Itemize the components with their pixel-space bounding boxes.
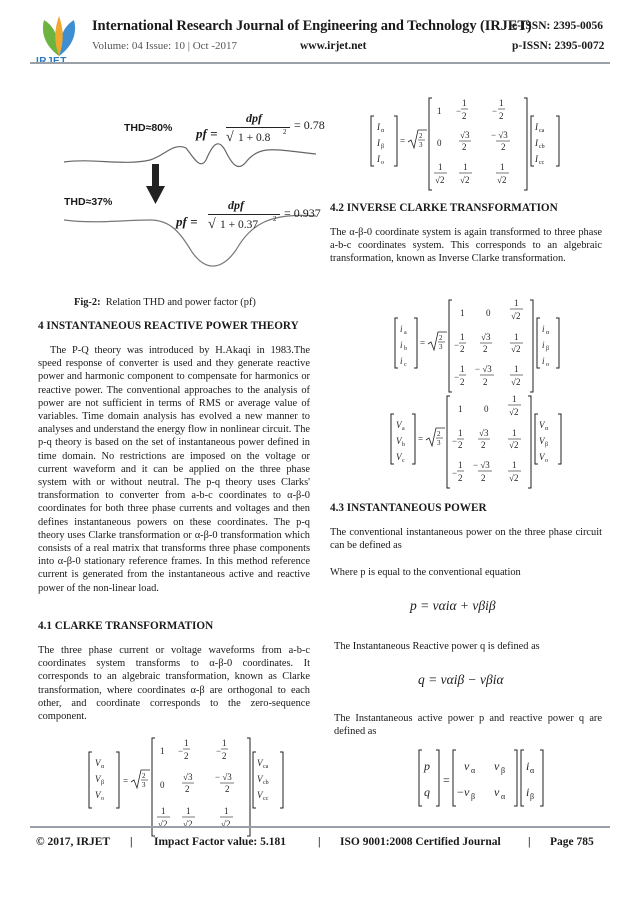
svg-text:=: =	[418, 434, 424, 444]
header-rule	[30, 62, 610, 64]
p-issn: p-ISSN: 2395-0072	[512, 40, 605, 52]
svg-text:1: 1	[514, 332, 519, 342]
svg-text:=: =	[123, 776, 129, 786]
pf-eq2-num: dpf	[228, 198, 244, 212]
svg-text:β: β	[545, 442, 549, 448]
svg-text:2: 2	[437, 430, 441, 438]
svg-text:√3: √3	[183, 772, 193, 782]
svg-text:0: 0	[437, 138, 442, 148]
paragraph-section-4: The P-Q theory was introduced by H.Akaqi in 1983.The speed response of converter is used and they generate reactive power and harmonic component to compensate for harmonics or reactive power. The conventional approaches to the analysis of power are not sufficient in terms of RMS or average value of variables. Time domain analysis has evolved a new manner to analyses and understand the energy flow in nonlinear circuit. The p-q theory is based on the set of instantaneous power defined in time domain. No restrictions are imposed on the voltage or current waveform and it can be applied on the three phase system with or without neutral. The p-q theory uses Clarks' transformation to converter from a-b-c coordinates to α-β-0 coordinates for both three phase currents and voltages and then defines instantaneous powers on these coordinates. The p-q theory uses Clarke transformation or α-β-0 transformation which consists of a real matrix that transforms three phase components into α-β-0 stationary reference frames. In this method reference current is generated from the instantaneous active and reactive power of the non-linear load.	[38, 345, 310, 594]
svg-text:−: −	[452, 436, 458, 446]
svg-text:α: α	[471, 766, 476, 775]
svg-text:I: I	[377, 154, 380, 164]
svg-text:1: 1	[460, 308, 465, 318]
svg-text:1: 1	[184, 738, 189, 748]
svg-text:2: 2	[419, 132, 423, 140]
footer-iso: ISO 9001:2008 Certified Journal	[340, 836, 501, 848]
svg-text:2: 2	[501, 142, 506, 152]
svg-text:− √3: − √3	[215, 772, 232, 782]
svg-text:2: 2	[439, 334, 443, 342]
svg-text:2: 2	[185, 784, 190, 794]
logo-text: IRJET	[36, 56, 67, 67]
svg-text:√2: √2	[509, 407, 519, 417]
svg-text:o: o	[546, 362, 549, 368]
svg-text:1: 1	[460, 332, 465, 342]
pf-eq2-bar	[208, 214, 280, 215]
svg-text:1: 1	[224, 806, 229, 816]
svg-text:V: V	[539, 452, 545, 462]
svg-text:cc: cc	[263, 796, 269, 802]
svg-text:o: o	[381, 160, 384, 166]
svg-text:V: V	[396, 436, 402, 446]
leaf-logo-icon	[30, 12, 88, 58]
svg-text:V: V	[539, 436, 545, 446]
svg-text:V: V	[95, 774, 101, 784]
pf-eq1-den: 1 + 0.8	[238, 132, 271, 144]
svg-text:√2: √2	[183, 819, 193, 829]
svg-text:0: 0	[484, 404, 489, 414]
svg-text:2: 2	[142, 772, 146, 780]
svg-text:1: 1	[512, 394, 517, 404]
pq-matrix-graphic	[416, 746, 546, 810]
svg-text:− √3: − √3	[491, 130, 508, 140]
svg-text:1: 1	[186, 806, 191, 816]
svg-text:cb: cb	[263, 780, 269, 786]
svg-text:β: β	[381, 144, 385, 150]
e-issn: e-ISSN: 2395-0056	[512, 20, 604, 32]
svg-text:1: 1	[512, 460, 517, 470]
svg-text:− √3: − √3	[473, 460, 490, 470]
pf-eq2-lhs: pf =	[176, 214, 198, 229]
svg-text:1: 1	[458, 428, 463, 438]
thd-80-label: THD≈80%	[124, 122, 173, 134]
svg-text:I: I	[535, 122, 538, 132]
svg-text:2: 2	[462, 111, 467, 121]
inverse-clarke-current-matrix	[392, 296, 562, 396]
svg-text:β: β	[471, 792, 476, 801]
svg-text:I: I	[377, 122, 380, 132]
heading-section-4-1: 4.1 CLARKE TRANSFORMATION	[38, 620, 214, 632]
footer-separator-1: |	[130, 836, 133, 848]
svg-text:3: 3	[142, 781, 146, 789]
inverse-clarke-voltage-matrix	[388, 392, 564, 492]
svg-text:1: 1	[462, 98, 467, 108]
svg-text:V: V	[95, 790, 101, 800]
equation-p: p = vαiα + vβiβ	[410, 598, 496, 613]
svg-text:√2: √2	[511, 344, 521, 354]
irjet-logo	[30, 12, 88, 62]
svg-text:α: α	[381, 128, 385, 134]
svg-text:i: i	[526, 785, 530, 799]
svg-text:α: α	[545, 426, 549, 432]
svg-text:I: I	[377, 138, 380, 148]
svg-text:1: 1	[499, 98, 504, 108]
svg-text:2: 2	[460, 344, 465, 354]
footer-rule	[30, 826, 610, 828]
heading-section-4-2: 4.2 INVERSE CLARKE TRANSFORMATION	[330, 202, 558, 214]
svg-text:V: V	[396, 452, 402, 462]
pf-eq2-den: 1 + 0.37	[220, 219, 259, 231]
svg-text:1: 1	[512, 428, 517, 438]
svg-text:i: i	[526, 759, 530, 773]
clarke-current-graphic	[366, 94, 566, 194]
svg-text:b: b	[404, 346, 407, 352]
svg-text:√2: √2	[511, 377, 521, 387]
svg-text:√2: √2	[511, 311, 521, 321]
footer-separator-3: |	[528, 836, 531, 848]
svg-text:0: 0	[160, 780, 165, 790]
svg-text:−: −	[178, 746, 184, 756]
svg-text:1: 1	[514, 298, 519, 308]
svg-text:2: 2	[481, 473, 486, 483]
website-link[interactable]: www.irjet.net	[300, 40, 367, 52]
svg-text:2: 2	[499, 111, 504, 121]
svg-text:i: i	[400, 324, 403, 334]
svg-text:1: 1	[160, 746, 165, 756]
inverse-current-graphic	[392, 296, 562, 396]
svg-text:1: 1	[460, 364, 465, 374]
svg-text:1: 1	[222, 738, 227, 748]
svg-text:α: α	[530, 766, 535, 775]
svg-text:2: 2	[483, 377, 488, 387]
clarke-current-matrix	[366, 94, 566, 194]
svg-text:i: i	[400, 356, 403, 366]
svg-text:i: i	[400, 340, 403, 350]
svg-text:v: v	[464, 785, 470, 799]
thd-37-label: THD≈37%	[64, 196, 113, 208]
footer-copyright: © 2017, IRJET	[36, 836, 111, 848]
svg-text:1: 1	[437, 106, 442, 116]
svg-text:−: −	[452, 468, 458, 478]
svg-text:q: q	[424, 785, 430, 799]
svg-text:2: 2	[184, 751, 189, 761]
footer-separator-2: |	[318, 836, 321, 848]
pf-eq1-lhs: pf =	[196, 126, 218, 141]
svg-text:−: −	[454, 340, 460, 350]
svg-text:i: i	[542, 324, 545, 334]
svg-text:1: 1	[438, 162, 443, 172]
paragraph-section-4-2: The α-β-0 coordinate system is again transformed to three phase a-b-c coordinates system. This corresponds to an algebraic transformation, known as Inverse Clarke transformation.	[330, 227, 602, 265]
svg-text:α: α	[501, 792, 506, 801]
svg-text:cb: cb	[539, 144, 545, 150]
svg-text:2: 2	[460, 377, 465, 387]
heading-section-4: 4 INSTANTANEOUS REACTIVE POWER THEORY	[38, 320, 299, 332]
svg-text:I: I	[535, 154, 538, 164]
svg-text:=: =	[443, 773, 450, 787]
pf-eq2-result: = 0.937	[284, 206, 321, 220]
svg-text:2: 2	[222, 751, 227, 761]
svg-text:2: 2	[458, 473, 463, 483]
svg-text:2: 2	[458, 440, 463, 450]
svg-text:α: α	[101, 764, 105, 770]
svg-text:−: −	[492, 106, 498, 116]
svg-text:2: 2	[225, 784, 230, 794]
svg-text:−: −	[456, 106, 462, 116]
volume-issue: Volume: 04 Issue: 10 | Oct -2017	[92, 40, 237, 52]
figure-caption	[74, 297, 256, 308]
svg-text:√2: √2	[460, 175, 470, 185]
pf-eq1-bar	[226, 127, 290, 128]
paragraph-4-3-a: The conventional instantaneous power on the three phase circuit can be defined as	[330, 527, 602, 552]
svg-text:p: p	[424, 759, 430, 773]
svg-text:1: 1	[458, 404, 463, 414]
pf-eq1-result: = 0.78	[294, 118, 325, 132]
svg-text:V: V	[396, 420, 402, 430]
svg-text:1: 1	[514, 364, 519, 374]
svg-text:ca: ca	[539, 128, 545, 134]
svg-text:ca: ca	[263, 764, 269, 770]
svg-text:√2: √2	[435, 175, 445, 185]
svg-text:V: V	[95, 758, 101, 768]
svg-text:1: 1	[161, 806, 166, 816]
journal-title: International Research Journal of Engineering and Technology (IRJET)	[92, 18, 532, 34]
svg-text:β: β	[530, 792, 535, 801]
svg-text:2: 2	[483, 344, 488, 354]
svg-text:−: −	[216, 746, 222, 756]
svg-text:o: o	[101, 796, 104, 802]
paragraph-4-3-c: The Instantaneous Reactive power q is defined as	[334, 641, 540, 652]
pf-eq2-exp: 2	[273, 215, 277, 223]
pq-matrix	[416, 746, 546, 810]
svg-text:√2: √2	[509, 473, 519, 483]
svg-text:− √3: − √3	[475, 364, 492, 374]
svg-text:v: v	[494, 785, 500, 799]
footer-page: Page 785	[550, 836, 594, 848]
svg-text:β: β	[101, 780, 105, 786]
inverse-voltage-graphic	[388, 392, 564, 492]
svg-text:1: 1	[500, 162, 505, 172]
svg-text:0: 0	[486, 308, 491, 318]
footer-impact: Impact Factor value: 5.181	[154, 836, 287, 848]
paragraph-section-4-1: The three phase current or voltage waveforms from a-b-c coordinates system transforms to α-β-0 coordinates. It corresponds to an algebraic transformation, known as Clarke transformation, where coordinates α-β are orthogonal to each other, and coordinate corresponds to the zero-sequence component.	[38, 645, 310, 723]
svg-text:√3: √3	[460, 130, 470, 140]
svg-text:α: α	[546, 330, 550, 336]
paragraph-4-3-d: The Instantaneous active power p and reactive power q are defined as	[334, 713, 602, 738]
svg-text:i: i	[542, 356, 545, 366]
svg-text:V: V	[257, 774, 263, 784]
svg-text:1: 1	[458, 460, 463, 470]
equation-q: q = vαiβ − vβiα	[418, 672, 504, 687]
svg-text:c: c	[402, 458, 405, 464]
pf-eq1-num: dpf	[246, 111, 262, 125]
svg-text:V: V	[257, 790, 263, 800]
svg-text:−: −	[454, 372, 460, 382]
svg-text:√3: √3	[479, 428, 489, 438]
caption-label: Fig-2:	[74, 297, 101, 308]
svg-text:=: =	[400, 136, 406, 146]
svg-text:3: 3	[419, 141, 423, 149]
svg-text:o: o	[545, 458, 548, 464]
paragraph-4-3-b: Where p is equal to the conventional equation	[330, 567, 521, 578]
svg-text:v: v	[464, 759, 470, 773]
svg-text:a: a	[402, 426, 405, 432]
caption-text: Relation THD and power factor (pf)	[105, 297, 256, 308]
svg-text:c: c	[404, 362, 407, 368]
svg-text:√2: √2	[497, 175, 507, 185]
heading-section-4-3: 4.3 INSTANTANEOUS POWER	[330, 502, 487, 514]
svg-text:2: 2	[481, 440, 486, 450]
svg-text:√2: √2	[509, 440, 519, 450]
svg-text:V: V	[539, 420, 545, 430]
svg-text:2: 2	[462, 142, 467, 152]
svg-text:v: v	[494, 759, 500, 773]
svg-text:a: a	[404, 330, 407, 336]
pf-eq1-exp: 2	[283, 128, 287, 136]
svg-text:√3: √3	[481, 332, 491, 342]
svg-text:I: I	[535, 138, 538, 148]
svg-text:cc: cc	[539, 160, 545, 166]
sqrt-icon-2: √	[208, 217, 216, 232]
svg-text:3: 3	[439, 343, 443, 351]
svg-text:−: −	[457, 785, 464, 799]
sqrt-icon: √	[226, 130, 234, 145]
svg-text:1: 1	[463, 162, 468, 172]
svg-text:√2: √2	[158, 819, 168, 829]
svg-text:=: =	[420, 338, 426, 348]
svg-text:3: 3	[437, 439, 441, 447]
svg-text:V: V	[257, 758, 263, 768]
svg-text:i: i	[542, 340, 545, 350]
svg-text:b: b	[402, 442, 405, 448]
svg-text:β: β	[546, 346, 550, 352]
svg-text:β: β	[501, 766, 506, 775]
svg-text:√2: √2	[221, 819, 231, 829]
